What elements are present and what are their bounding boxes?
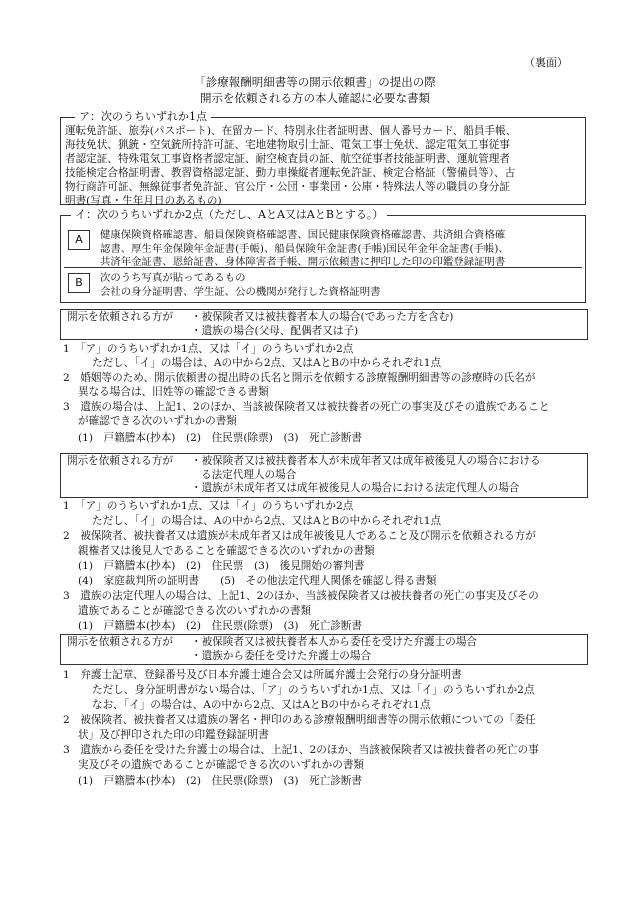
case-3-condition-box <box>60 634 588 665</box>
group-a-text <box>100 229 580 270</box>
case-2-condition-box <box>60 453 588 498</box>
case-2-item: ただし、「イ」の場合は、Aの中から2点、又はAとBの中からそれぞれ1点 <box>92 515 442 527</box>
case-3-item: 2 被保険者、被扶養者又は遺族の署名・押印のある診療報酬明細書等の開示依頼についての「委任 <box>63 714 536 726</box>
case-3-item: なお、「イ」の場合は、Aの中から2点、又はAとBの中からそれぞれ1点 <box>92 699 431 711</box>
case-2-item: 1 「ア」のうちいずれか1点、又は「イ」のうちいずれか2点 <box>63 500 354 512</box>
case-2-item: 親権者又は後見人であることを確認できる次のいずれかの書類 <box>78 545 375 557</box>
case-3-item: (1) 戸籍謄本(抄本) (2) 住民票(除票) (3) 死亡診断書 <box>78 775 363 787</box>
box-i-documents <box>60 208 586 303</box>
case-3-option: ・遺族から委任を受けた弁護士の場合 <box>191 649 372 662</box>
case-1-item: 異なる場合は、旧姓等の確認できる書類 <box>78 386 269 398</box>
box-a-line: 物行商許可証、無線従事者免許証、官公庁・公団・事業団・公庫・特殊法人等の職員の身分証 <box>65 181 510 193</box>
case-2-who: 開示を依頼される方が <box>67 455 173 467</box>
group-a-tag: A <box>68 230 90 250</box>
case-1-item: 1 「ア」のうちいずれか1点、又は「イ」のうちいずれか2点 <box>63 343 354 355</box>
case-2-item: 2 被保険者、被扶養者又は遺族が未成年者又は成年被後見人であること及び開示を依頼される方が <box>63 530 536 542</box>
box-a-content <box>65 124 581 208</box>
group-a-line: 認書、厚生年金保険年金証書(手帳)、船員保険年金証書(手帳)国民年金年金証書(手帳)、 <box>100 242 509 255</box>
box-a-line: 明書(写真・生年月日のあるもの) <box>65 195 222 207</box>
case-1-item: 2 婚姻等のため、開示依頼書の提出時の氏名と開示を依頼する診療報酬明細書等の診療時の氏名が <box>63 372 536 384</box>
group-b-tag: B <box>68 273 90 293</box>
case-2-item: (4) 家庭裁判所の証明書 (5) その他法定代理人関係を確認し得る書類 <box>78 575 437 587</box>
case-2-option: る法定代理人の場合 <box>201 468 297 481</box>
case-3-item: 1 弁護士記章、登録番号及び日本弁護士連合会又は所属弁護士会発行の身分証明書 <box>63 669 462 681</box>
case-1-options <box>191 311 581 338</box>
page-side-label: （裏面） <box>524 56 568 69</box>
box-a-line: 者認定証、特殊電気工事資格者認定証、耐空検査員の証、航空従事者技能証明書、運航管理者 <box>65 153 510 165</box>
page-title-line-2: 開示を依頼される方の本人確認に必要な書類 <box>200 91 430 105</box>
case-3-item: 状」及び押印された印の印鑑登録証明書 <box>78 729 269 741</box>
case-2-option: ・遺族が未成年者又は成年被後見人の場合における法定代理人の場合 <box>191 482 520 494</box>
box-a-line: 運転免許証、旅券(パスポート)、在留カード、特別永住者証明書、個人番号カード、船員手帳、 <box>65 125 517 137</box>
box-i-group-a <box>64 224 582 272</box>
case-3-item: ただし、身分証明書がない場合は、「ア」のうちいずれか1点、又は「イ」のうちいずれか2点 <box>92 684 535 696</box>
group-a-line: 健康保険資格確認書、船員保険資格確認書、国民健康保険資格確認書、共済組合資格確 <box>100 229 506 241</box>
case-3-who: 開示を依頼される方が <box>67 636 173 648</box>
page-title-line-1: 「診療報酬明細書等の開示依頼書」の提出の際 <box>194 75 436 89</box>
case-1-item: が確認できる次のいずれかの書類 <box>78 415 237 427</box>
case-3-options <box>191 636 581 663</box>
case-2-item: (1) 戸籍謄本(抄本) (2) 住民票(除票) (3) 死亡診断書 <box>78 620 363 632</box>
group-b-line: 会社の身分証明書、学生証、公の機関が発行した資格証明書 <box>100 285 381 298</box>
case-2-item: 3 遺族の法定代理人の場合は、上記1、2のほか、当該被保険者又は被扶養者の死亡の事実及びその <box>63 590 539 602</box>
box-i-legend: イ：次のうちいずれか2点（ただし、AとA又はAとBとする。） <box>71 208 387 222</box>
case-1-item: 3 遺族の場合は、上記1、2のほか、当該被保険者又は被扶養者の死亡の事実及びその遺族であること <box>63 401 550 413</box>
case-3-item: 実及びその遺族であることが確認できる次のいずれかの書類 <box>78 759 365 771</box>
box-a-documents <box>60 110 586 207</box>
group-a-line: 共済年金証書、恩給証書、身体障害者手帳、開示依頼書に押印した印の印鑑登録証明書 <box>100 256 506 268</box>
group-b-line: 次のうち写真が貼ってあるもの <box>100 272 246 284</box>
case-2-item: 遺族であることが確認できる次のいずれかの書類 <box>78 605 312 617</box>
group-b-text <box>100 272 580 299</box>
case-1-option: ・被保険者又は被扶養者本人の場合(であった方を含む) <box>191 311 454 323</box>
box-i-group-b <box>64 267 582 300</box>
box-a-legend: ア：次のうちいずれか1点 <box>75 110 211 124</box>
case-2-item: (1) 戸籍謄本(抄本) (2) 住民票 (3) 後見開始の審判書 <box>78 560 365 572</box>
box-a-line: 技能検定合格証明書、教習資格認定証、動力車操縦者運転免許証、検定合格証（警備員等）、古 <box>65 167 516 179</box>
case-2-option: ・被保険者又は被扶養者本人が未成年者又は成年被後見人の場合における <box>191 455 541 467</box>
box-a-line: 海技免状、猟銃・空気銃所持許可証、宅地建物取引士証、電気工事士免状、認定電気工事従事 <box>65 139 510 151</box>
case-1-condition-box <box>60 309 588 340</box>
case-3-item: 3 遺族から委任を受けた弁護士の場合は、上記1、2のほか、当該被保険者又は被扶養者の死亡の事 <box>63 744 539 756</box>
case-3-option: ・被保険者又は被扶養者本人から委任を受けた弁護士の場合 <box>191 636 478 648</box>
case-2-options <box>191 455 581 496</box>
case-1-who: 開示を依頼される方が <box>67 311 173 323</box>
case-1-option: ・遺族の場合(父母、配偶者又は子) <box>191 324 359 337</box>
case-1-item: ただし、「イ」の場合は、Aの中から2点、又はAとBの中からそれぞれ1点 <box>92 357 442 369</box>
case-1-item: (1) 戸籍謄本(抄本) (2) 住民票(除票) (3) 死亡診断書 <box>78 432 363 444</box>
